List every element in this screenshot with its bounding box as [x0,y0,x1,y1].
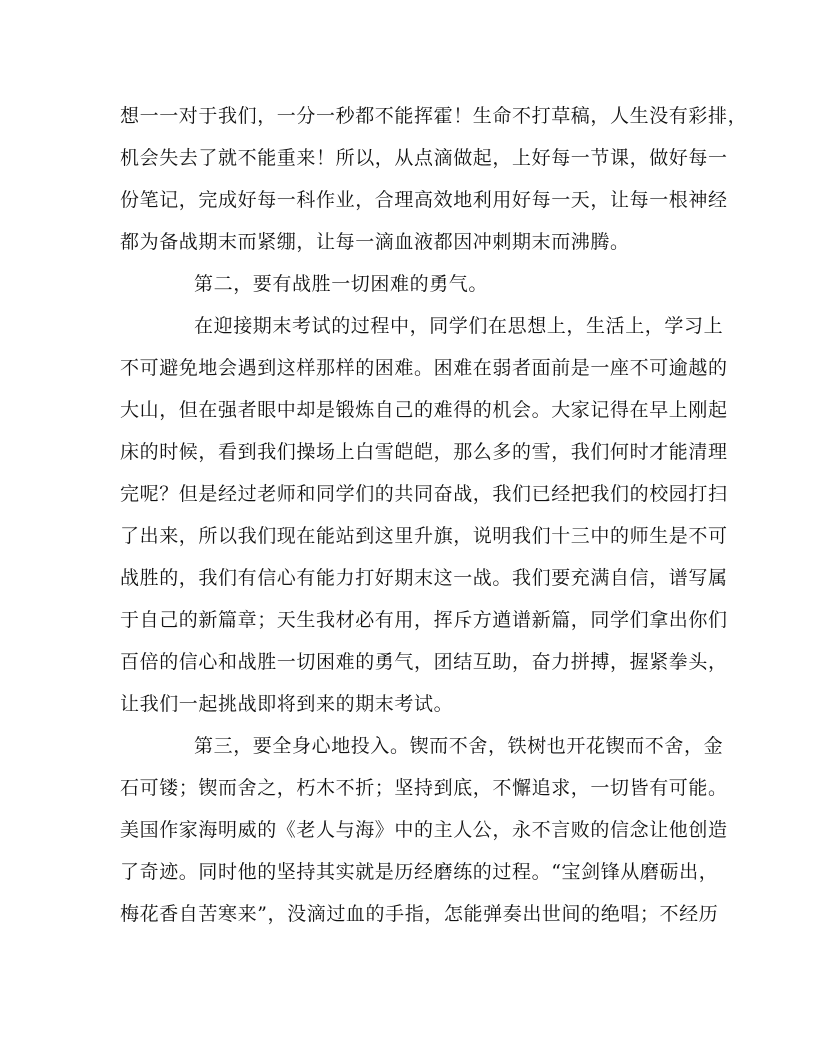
paragraph-line: 份笔记，完成好每一科作业，合理高效地利用好每一天，让每一根神经 [120,189,728,211]
paragraph-line: 石可镂；锲而舍之，朽木不折；坚持到底，不懈追求，一切皆有可能。 [120,777,728,799]
paragraph-line: 大山，但在强者眼中却是锻炼自己的难得的机会。大家记得在早上刚起 [120,399,728,421]
paragraph-line: 美国作家海明威的《老人与海》中的主人公，永不言败的信念让他创造 [120,819,728,841]
paragraph-line: 了奇迹。同时他的坚持其实就是历经磨练的过程。“宝剑锋从磨砺出， [120,861,719,883]
paragraph-line: 想一一对于我们，一分一秒都不能挥霍！生命不打草稿，人生没有彩排， [120,105,748,127]
paragraph-line: 完呢？但是经过老师和同学们的共同奋战，我们已经把我们的校园打扫 [120,483,728,505]
paragraph-line: 了出来，所以我们现在能站到这里升旗，说明我们十三中的师生是不可 [120,525,728,547]
paragraph-line: 百倍的信心和战胜一切困难的勇气，团结互助，奋力拼搏，握紧拳头， [120,651,728,673]
paragraph-line: 在迎接期末考试的过程中，同学们在思想上，生活上，学习上 [194,315,724,337]
paragraph-line: 让我们一起挑战即将到来的期末考试。 [120,693,454,715]
paragraph-line: 战胜的，我们有信心有能力打好期末这一战。我们要充满自信，谱写属 [120,567,728,589]
paragraph-line: 于自己的新篇章；天生我材必有用，挥斥方遒谱新篇，同学们拿出你们 [120,609,728,631]
paragraph-line: 梅花香自苦寒来”，没滴过血的手指，怎能弹奏出世间的绝唱；不经历 [120,903,719,925]
paragraph-line: 床的时候，看到我们操场上白雪皑皑，那么多的雪，我们何时才能清理 [120,441,728,463]
section-heading: 第三，要全身心地投入。锲而不舍，铁树也开花锲而不舍，金 [194,735,724,757]
section-heading: 第二，要有战胜一切困难的勇气。 [194,273,489,295]
paragraph-line: 不可避免地会遇到这样那样的困难。困难在弱者面前是一座不可逾越的 [120,357,728,379]
paragraph-line: 机会失去了就不能重来！所以，从点滴做起，上好每一节课，做好每一 [120,147,728,169]
paragraph-line: 都为备战期末而紧绷，让每一滴血液都因冲刺期末而沸腾。 [120,231,630,253]
